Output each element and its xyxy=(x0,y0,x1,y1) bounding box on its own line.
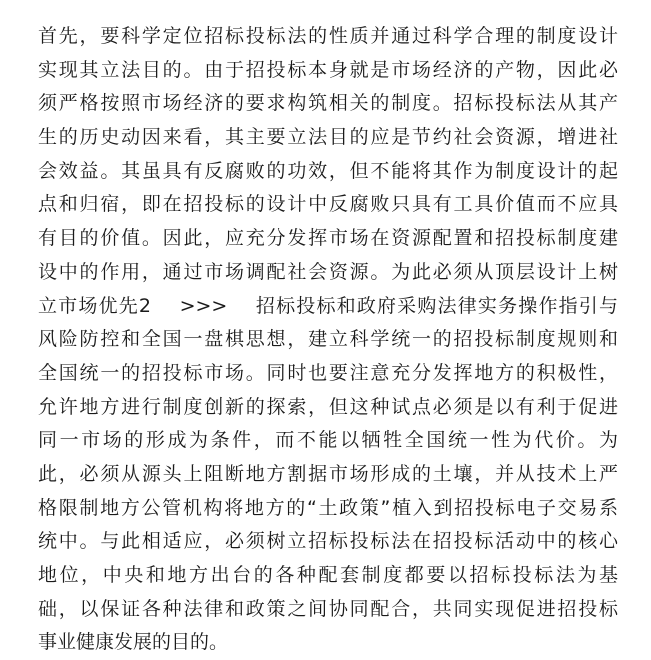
paragraph-line: 生的历史动因来看，其主要立法目的应是节约社会资源，增进社 xyxy=(38,126,618,149)
paragraph-line: 会效益。其虽具有反腐败的功效，但不能将其作为制度设计的起 xyxy=(38,159,618,182)
paragraph-line: 设中的作用，通过市场调配社会资源。为此必须从顶层设计上树 xyxy=(38,260,618,283)
paragraph-line: 允许地方进行制度创新的探索，但这种试点必须是以有利于促进 xyxy=(38,395,618,418)
paragraph-line: 格限制地方公管机构将地方的“土政策”植入到招投标电子交易系 xyxy=(38,496,618,519)
paragraph-line: 此，必须从源头上阻断地方割据市场形成的土壤，并从技术上严 xyxy=(38,462,618,485)
paragraph-line: 有目的价值。因此，应充分发挥市场在资源配置和招投标制度建 xyxy=(38,227,618,250)
paragraph-line: 须严格按照市场经济的要求构筑相关的制度。招标投标法从其产 xyxy=(38,92,618,115)
paragraph-line: 立市场优先2 >>> 招标投标和政府采购法律实务操作指引与 xyxy=(38,294,618,317)
paragraph-line: 事业健康发展的目的。 xyxy=(38,631,229,654)
paragraph-line: 地位，中央和地方出台的各种配套制度都要以招标投标法为基 xyxy=(38,564,618,586)
paragraph-line: 首先，要科学定位招标投标法的性质并通过科学合理的制度设计 xyxy=(38,25,618,47)
article-body xyxy=(38,20,618,660)
paragraph-line: 点和归宿，即在招投标的设计中反腐败只具有工具价值而不应具 xyxy=(38,193,618,216)
paragraph-line: 统中。与此相适应，必须树立招标投标法在招投标活动中的核心 xyxy=(38,530,618,553)
paragraph-line: 础，以保证各种法律和政策之间协同配合，共同实现促进招投标 xyxy=(38,597,618,620)
paragraph-line: 全国统一的招投标市场。同时也要注意充分发挥地方的积极性， xyxy=(38,361,618,384)
paragraph-line: 风险防控和全国一盘棋思想，建立科学统一的招投标制度规则和 xyxy=(38,328,618,351)
paragraph-line: 同一市场的形成为条件，而不能以牺牲全国统一性为代价。为 xyxy=(38,429,618,452)
paragraph-line: 实现其立法目的。由于招投标本身就是市场经济的产物，因此必 xyxy=(38,58,618,81)
